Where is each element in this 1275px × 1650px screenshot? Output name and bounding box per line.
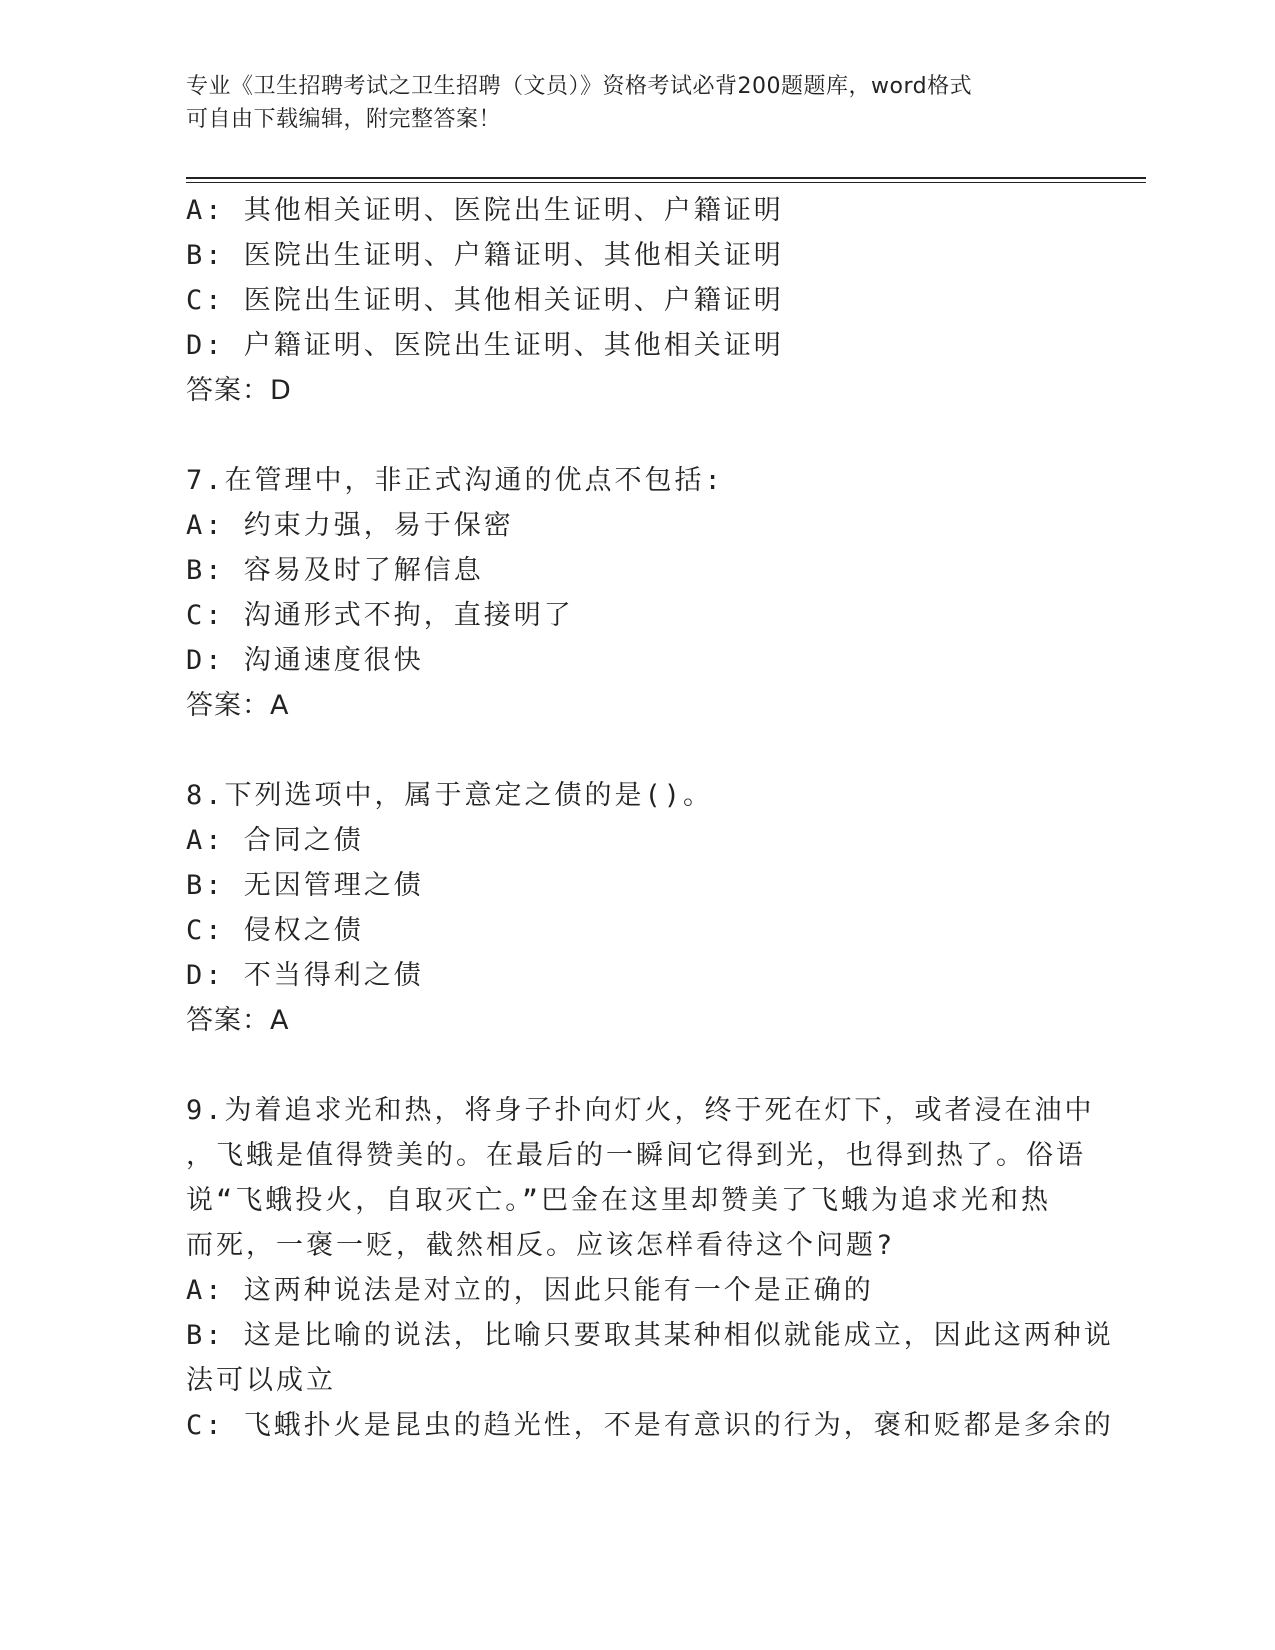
stem-line: 而死，一褒一贬，截然相反。应该怎样看待这个问题? — [186, 1230, 896, 1261]
header-rule-thick — [186, 177, 1146, 179]
option-a: A: 合同之债 — [186, 825, 364, 856]
option-d: D: 不当得利之债 — [186, 960, 424, 991]
question-stem: 8.下列选项中，属于意定之债的是()。 — [186, 780, 714, 811]
option-a: A: 约束力强，易于保密 — [186, 510, 514, 541]
option-c: C: 侵权之债 — [186, 915, 364, 946]
question-7 — [186, 458, 1066, 728]
option-c: C: 医院出生证明、其他相关证明、户籍证明 — [186, 285, 784, 316]
spacer — [186, 413, 1066, 458]
option-b: B: 无因管理之债 — [186, 870, 424, 901]
stem-line: ，飞蛾是值得赞美的。在最后的一瞬间它得到光，也得到热了。俗语 — [186, 1140, 1086, 1171]
option-c: C: 沟通形式不拘，直接明了 — [186, 600, 574, 631]
option-a: A: 其他相关证明、医院出生证明、户籍证明 — [186, 195, 784, 226]
option-b: B: 医院出生证明、户籍证明、其他相关证明 — [186, 240, 784, 271]
option-b — [186, 1313, 1114, 1403]
option-d: D: 户籍证明、医院出生证明、其他相关证明 — [186, 330, 784, 361]
answer: 答案：D — [186, 375, 292, 406]
question-stem — [186, 1088, 1095, 1268]
header-line-1: 专业《卫生招聘考试之卫生招聘（文员）》资格考试必背200题题库，word格式 — [186, 74, 973, 99]
question-8 — [186, 773, 1066, 1043]
question-9 — [186, 1088, 1114, 1448]
stem-line: 说“飞蛾投火，自取灭亡。”巴金在这里却赞美了飞蛾为追求光和热 — [186, 1185, 1052, 1216]
option-c: C: 飞蛾扑火是昆虫的趋光性，不是有意识的行为，褒和贬都是多余的 — [186, 1410, 1114, 1441]
header-rule-thin — [186, 182, 1146, 183]
header-line-2: 可自由下载编辑，附完整答案！ — [186, 107, 502, 132]
question-stem: 7.在管理中，非正式沟通的优点不包括: — [186, 465, 724, 496]
option-b-line: 法可以成立 — [186, 1365, 336, 1396]
option-b-line: B: 这是比喻的说法，比喻只要取其某种相似就能成立，因此这两种说 — [186, 1320, 1114, 1351]
spacer — [186, 728, 1066, 773]
question-6 — [186, 188, 1066, 413]
answer: 答案：A — [186, 690, 290, 721]
document-header — [186, 70, 1066, 136]
option-a: A: 这两种说法是对立的，因此只能有一个是正确的 — [186, 1275, 874, 1306]
stem-line: 9.为着追求光和热，将身子扑向灯火，终于死在灯下，或者浸在油中 — [186, 1095, 1095, 1126]
answer: 答案：A — [186, 1005, 290, 1036]
option-b: B: 容易及时了解信息 — [186, 555, 484, 586]
question-list — [186, 188, 1114, 1448]
spacer — [186, 1043, 1066, 1088]
option-d: D: 沟通速度很快 — [186, 645, 424, 676]
